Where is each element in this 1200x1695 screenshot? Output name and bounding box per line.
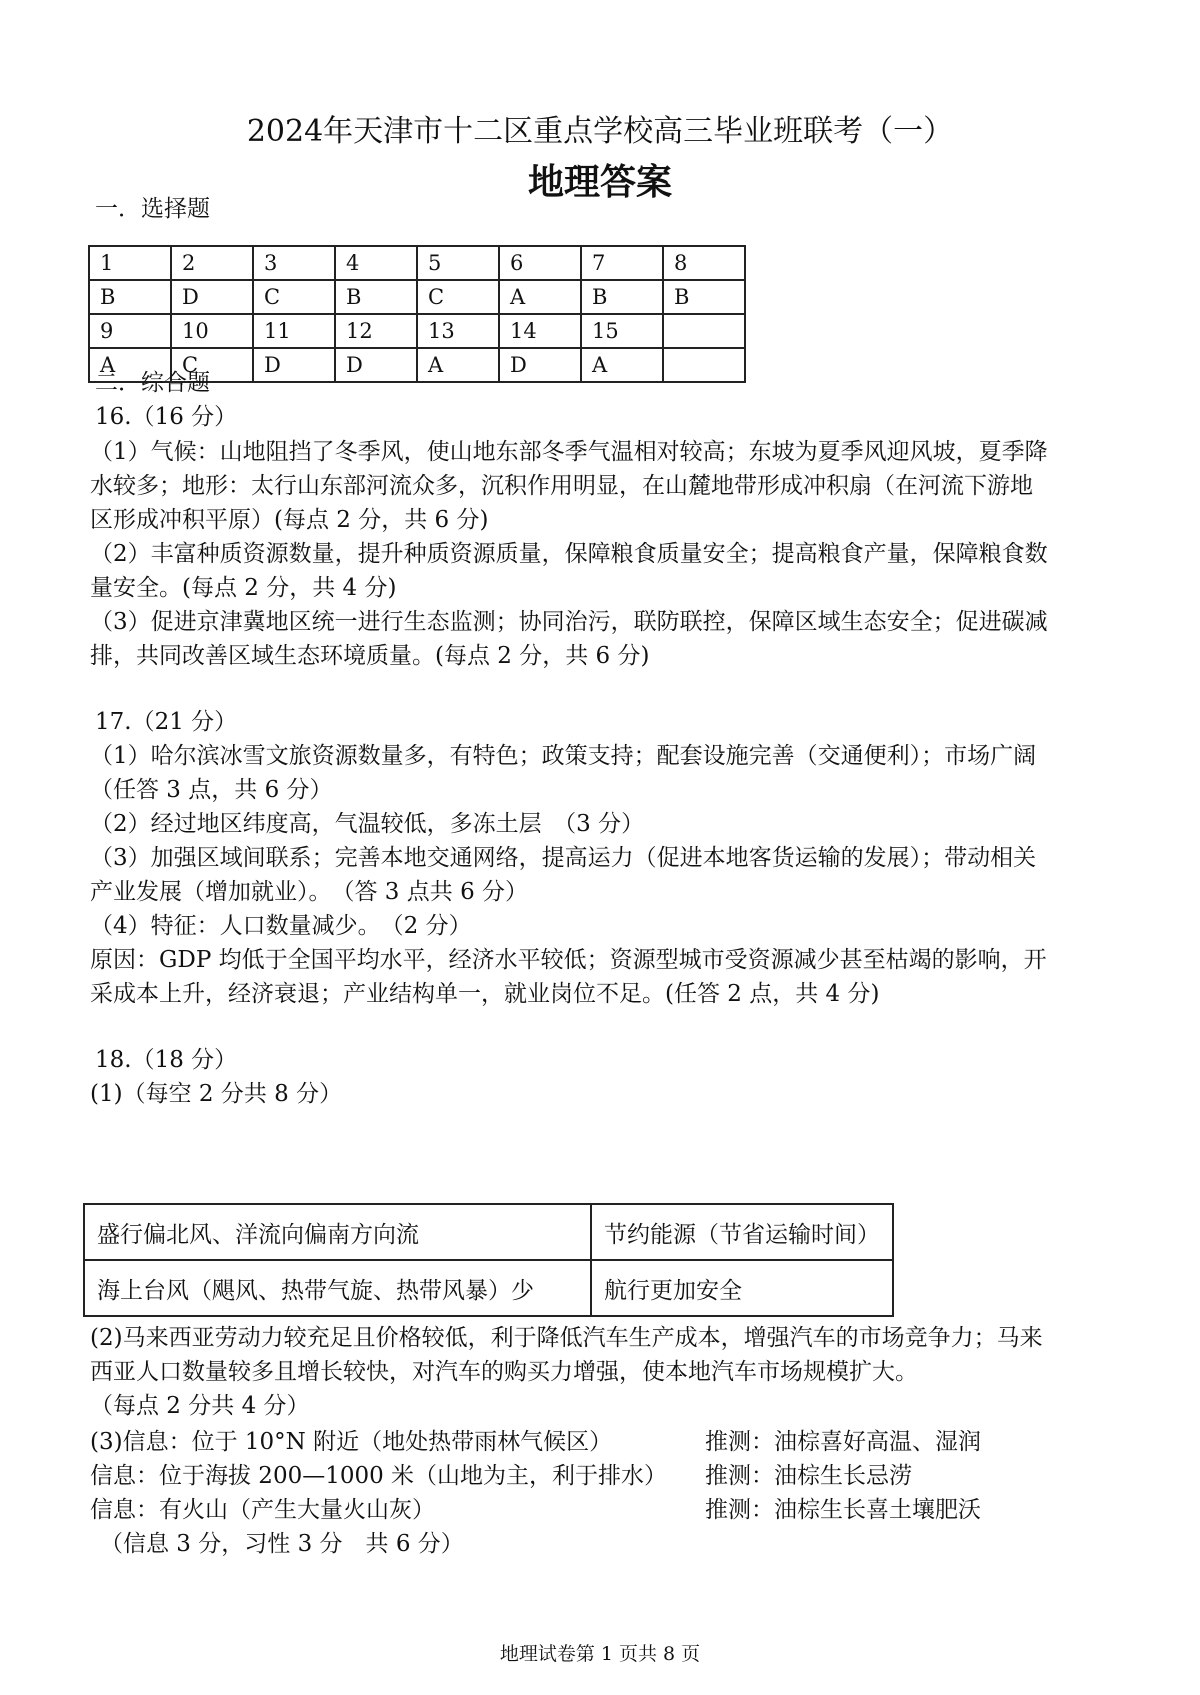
q18-sub2-line: (2)马来西亚劳动力较充足且价格较低，利于降低汽车生产成本，增强汽车的市场竞争力；马来 [90,1325,1043,1351]
table-row [89,246,745,280]
q17-line: （3）加强区域间联系；完善本地交通网络，提高运力（促进本地客货运输的发展）；带动相关 [90,845,1037,871]
question-number-cell: 5 [417,246,499,280]
q18-sub2-line: （每点 2 分共 4 分） [90,1393,310,1419]
section-heading-comprehensive: 二．综合题 [95,370,210,396]
question-number-cell: 3 [253,246,335,280]
answer-letter-cell: A [499,280,581,314]
q17-line: （2）经过地区纬度高，气温较低，多冻土层 （3 分） [90,811,645,837]
answer-letter-cell: B [663,280,745,314]
answer-letter-cell: D [253,348,335,382]
exam-title: 2024年天津市十二区重点学校高三毕业班联考（一） [246,114,954,149]
question-number-cell: 8 [663,246,745,280]
question-number-cell: 10 [171,314,253,348]
q18-sub2-line: 西亚人口数量较多且增长较快，对汽车的购买力增强，使本地汽车市场规模扩大。 [90,1359,918,1385]
q16-line: 量安全。(每点 2 分，共 4 分) [90,575,397,601]
answer-letter-cell: D [171,280,253,314]
table-cell: 海上台风（飓风、热带气旋、热带风暴）少 [84,1260,591,1316]
q18-sub3-info: 信息：位于海拔 200—1000 米（山地为主，利于排水） [90,1463,668,1489]
answer-letter-cell: B [581,280,663,314]
answer-letter-cell: A [417,348,499,382]
question-number-cell: 13 [417,314,499,348]
q16-line: （1）气候：山地阻挡了冬季风，使山地东部冬季气温相对较高；东坡为夏季风迎风坡，夏季降 [90,439,1048,465]
answer-letter-cell: D [335,348,417,382]
table-cell: 盛行偏北风、洋流向偏南方向流 [84,1204,591,1260]
q18-answer-table [83,1203,894,1317]
q16-line: （3）促进京津冀地区统一进行生态监测；协同治污，联防联控，保障区域生态安全；促进碳减 [90,609,1048,635]
answer-letter-cell: B [89,280,171,314]
answer-letter-cell: A [89,348,171,382]
table-row [84,1204,893,1260]
answer-letter-cell [663,348,745,382]
q18-sub3-guess: 推测：油棕生长忌涝 [705,1463,912,1489]
q18-sub3-score: （信息 3 分，习性 3 分 共 6 分） [100,1531,464,1557]
answer-letter-cell: C [253,280,335,314]
table-cell: 节约能源（节省运输时间） [591,1204,893,1260]
q18-label: 18.（18 分） [95,1047,238,1073]
q17-line: （1）哈尔滨冰雪文旅资源数量多，有特色；政策支持；配套设施完善（交通便利）；市场广阔 [90,743,1037,769]
answer-subtitle: 地理答案 [527,162,672,203]
q17-line: （4）特征：人口数量减少。 （2 分） [90,913,472,939]
q18-sub3-info: 信息：有火山（产生大量火山灰） [90,1497,435,1523]
question-number-cell: 7 [581,246,663,280]
table-cell: 航行更加安全 [591,1260,893,1316]
question-number-cell: 12 [335,314,417,348]
question-number-cell: 11 [253,314,335,348]
answer-letter-cell: C [417,280,499,314]
question-number-cell: 2 [171,246,253,280]
q16-line: 区形成冲积平原）(每点 2 分，共 6 分) [90,507,489,533]
table-row [89,314,745,348]
table-row [84,1260,893,1316]
q17-line: 产业发展（增加就业）。 （答 3 点共 6 分） [90,879,529,905]
q18-sub1-label: (1)（每空 2 分共 8 分） [90,1081,343,1107]
question-number-cell: 4 [335,246,417,280]
q18-sub3-guess: 推测：油棕喜好高温、湿润 [705,1429,981,1455]
answer-letter-cell: C [171,348,253,382]
q18-sub3-info: (3)信息：位于 10°N 附近（地处热带雨林气候区） [90,1429,613,1455]
question-number-cell: 6 [499,246,581,280]
answer-letter-cell: A [581,348,663,382]
q16-label: 16.（16 分） [95,404,238,430]
answer-letter-cell: B [335,280,417,314]
question-number-cell: 9 [89,314,171,348]
question-number-cell: 1 [89,246,171,280]
section-heading-choice: 一．选择题 [95,196,210,222]
q16-line: （2）丰富种质资源数量，提升种质资源质量，保障粮食质量安全；提高粮食产量，保障粮食数 [90,541,1048,567]
q17-label: 17.（21 分） [95,709,238,735]
choice-answer-table [88,245,746,383]
q18-sub3-guess: 推测：油棕生长喜土壤肥沃 [705,1497,981,1523]
q17-line: 采成本上升，经济衰退；产业结构单一，就业岗位不足。(任答 2 点，共 4 分) [90,981,880,1007]
question-number-cell [663,314,745,348]
q17-line: （任答 3 点，共 6 分） [90,777,333,803]
question-number-cell: 14 [499,314,581,348]
q17-line: 原因：GDP 均低于全国平均水平，经济水平较低；资源型城市受资源减少甚至枯竭的影响，开 [90,947,1047,973]
question-number-cell: 15 [581,314,663,348]
q16-line: 水较多；地形：太行山东部河流众多，沉积作用明显，在山麓地带形成冲积扇（在河流下游地 [90,473,1033,499]
table-row [89,280,745,314]
page-footer: 地理试卷第 1 页共 8 页 [499,1643,701,1665]
answer-letter-cell: D [499,348,581,382]
q16-line: 排，共同改善区域生态环境质量。(每点 2 分，共 6 分) [90,643,650,669]
